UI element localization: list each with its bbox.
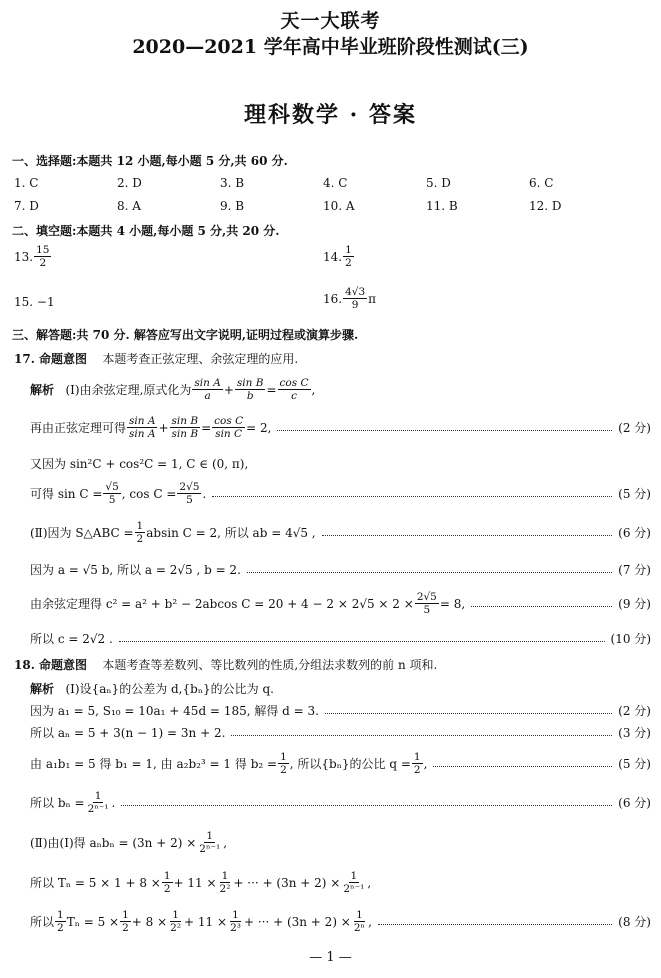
fraction: $\frac{1}{2}$ [345, 244, 352, 270]
fraction: $\frac{\text{sin B}}{b}$ [236, 377, 264, 403]
exam-title: 2020—2021 学年高中毕业班阶段性测试(三) [132, 36, 529, 58]
answer-9: 9. B [220, 199, 245, 213]
score-points: (10 分) [610, 632, 651, 646]
fraction: $\frac{1}{\text{2ⁿ⁻¹}}$ [199, 830, 221, 856]
fraction: $\frac{1}{\text{2³}}$ [230, 909, 241, 935]
fraction: $\frac{1}{\text{2²}}$ [219, 870, 231, 896]
section-solution-title: 三、解答题:共 70 分. 解答应写出文字说明,证明过程或演算步骤. [12, 328, 359, 342]
score-points: (5 分) [618, 487, 651, 502]
fraction: $\frac{2√5}{5}$ [416, 591, 437, 617]
q17-step-7: 由余弦定理得 c² = a² + b² − 2abcos C = 20 + 4 − 2 × 2√5 × 2 × $\frac{2√5}{5}$ = 8, (9 分) [30, 591, 651, 617]
fraction: $\frac{1}{\text{2ⁿ}}$ [353, 909, 366, 935]
score-points: (9 分) [618, 597, 651, 612]
answer-7: 7. D [14, 199, 39, 213]
leader-dots [325, 713, 612, 714]
q17-step-3: 又因为 sin²C + cos²C = 1, C ∈ (0, π), [30, 457, 249, 471]
answer-3: 3. B [220, 176, 245, 190]
section-fill-title: 二、填空题:本题共 4 小题,每小题 5 分,共 20 分. [12, 224, 280, 238]
answer-1: 1. C [14, 176, 39, 190]
q17-intent: 17. 命题意图 本题考查正弦定理、余弦定理的应用. [14, 352, 299, 366]
q18-step-8: 所以 $\frac{1}{2}$ Tₙ = 5 × $\frac{1}{2}$ + 8 × $\frac{1}{\text{2²}}$ + 11 × $\frac{1}{\text{2³}}$ + ··· + (3n + 2) × $\frac{1}{\text{2ⁿ}}$ , (8 分) [30, 909, 651, 935]
fraction: $\frac{1}{\text{2ⁿ⁻¹}}$ [87, 790, 109, 816]
answer-12: 12. D [529, 199, 562, 213]
score-points: (6 分) [618, 796, 651, 811]
q17-step-4: 可得 sin C = $\frac{√5}{5}$ , cos C = $\frac{2√5}{5}$ . (5 分) [30, 481, 651, 507]
answer-11: 11. B [426, 199, 458, 213]
fraction: $\frac{1}{2}$ [57, 909, 64, 935]
answer-2: 2. D [117, 176, 142, 190]
fraction: $\frac{1}{\text{2ⁿ⁻¹}}$ [343, 870, 365, 896]
fraction: $\frac{15}{2}$ [36, 244, 50, 270]
answer-15: 15. −1 [14, 295, 55, 309]
leader-dots [277, 430, 612, 431]
section-choice-title: 一、选择题:本题共 12 小题,每小题 5 分,共 60 分. [12, 154, 288, 168]
leader-dots [247, 572, 612, 573]
leader-dots [433, 766, 612, 767]
fraction: $\frac{\text{cos C}}{c}$ [279, 377, 309, 403]
fraction: $\frac{1}{2}$ [280, 751, 287, 777]
page-number: — 1 — [309, 950, 352, 965]
fraction: $\frac{√5}{5}$ [105, 481, 119, 507]
leader-dots [322, 535, 613, 536]
q18-intent: 18. 命题意图 本题考查等差数列、等比数列的性质,分组法求数列的前 n 项和. [14, 658, 438, 672]
q18-step-1: 解析 (Ⅰ)设{aₙ}的公差为 d,{bₙ}的公比为 q. [30, 682, 274, 696]
fraction: $\frac{\text{cos C}}{\text{sin C}}$ [214, 415, 244, 441]
score-points: (3 分) [618, 726, 651, 740]
fraction: $\frac{4√3}{9}$ [345, 286, 366, 312]
answer-4: 4. C [323, 176, 348, 190]
score-points: (2 分) [618, 421, 651, 436]
score-points: (6 分) [618, 526, 651, 541]
score-points: (5 分) [618, 757, 651, 772]
org-title: 天一大联考 [280, 10, 381, 32]
leader-dots [212, 496, 612, 497]
fraction: $\frac{1}{\text{2²}}$ [170, 909, 182, 935]
q18-step-3: 所以 aₙ = 5 + 3(n − 1) = 3n + 2. (3 分) [30, 726, 651, 740]
answer-16: 16. $\frac{4√3}{9}$ π [323, 286, 377, 312]
score-points: (7 分) [618, 563, 651, 577]
q17-step-2: 再由正弦定理可得 $\frac{\text{sin A}}{\text{sin A}}$ + $\frac{\text{sin B}}{\text{sin B}}$ = $\frac{\text{cos C}}{\text{sin C}}$ = 2, (2 分) [30, 415, 651, 441]
q17-step-6: 因为 a = √5 b, 所以 a = 2√5 , b = 2. (7 分) [30, 563, 651, 577]
q18-step-4: 由 a₁b₁ = 5 得 b₁ = 1, 由 a₂b₂³ = 1 得 b₂ = $\frac{1}{2}$ , 所以{bₙ}的公比 q = $\frac{1}{2}$ , (5 分) [30, 751, 651, 777]
leader-dots [121, 805, 612, 806]
fraction: $\frac{1}{2}$ [122, 909, 129, 935]
subject-title: 理科数学 · 答案 [244, 102, 417, 128]
fraction: $\frac{\text{sin A}}{\text{sin A}}$ [129, 415, 156, 441]
score-points: (2 分) [618, 704, 651, 718]
answer-5: 5. D [426, 176, 451, 190]
q18-step-7: 所以 Tₙ = 5 × 1 + 8 × $\frac{1}{2}$ + 11 × $\frac{1}{\text{2²}}$ + ··· + (3n + 2) × $\frac{1}{\text{2ⁿ⁻¹}}$ , [30, 870, 372, 896]
q17-step-1: 解析 (Ⅰ)由余弦定理,原式化为 $\frac{\text{sin A}}{a}$ + $\frac{\text{sin B}}{b}$ = $\frac{\text{cos C}}{c}$ , [30, 377, 316, 403]
answer-10: 10. A [323, 199, 355, 213]
score-points: (8 分) [618, 915, 651, 930]
leader-dots [119, 641, 605, 642]
leader-dots [471, 606, 612, 607]
q17-step-5: (Ⅱ)因为 S△ABC = $\frac{1}{2}$ absin C = 2, 所以 ab = 4√5 , (6 分) [30, 520, 651, 546]
answer-6: 6. C [529, 176, 554, 190]
fraction: $\frac{1}{2}$ [163, 870, 171, 896]
q18-step-5: 所以 bₙ = $\frac{1}{\text{2ⁿ⁻¹}}$ . (6 分) [30, 790, 651, 816]
q18-step-6: (Ⅱ)由(Ⅰ)得 aₙbₙ = (3n + 2) × $\frac{1}{\text{2ⁿ⁻¹}}$ , [30, 830, 228, 856]
answer-13: 13. $\frac{15}{2}$ [14, 244, 50, 270]
fraction: $\frac{1}{2}$ [136, 520, 144, 546]
fraction: $\frac{\text{sin A}}{a}$ [194, 377, 221, 403]
leader-dots [231, 735, 612, 736]
q17-step-8: 所以 c = 2√2 . (10 分) [30, 632, 651, 646]
q18-step-2: 因为 a₁ = 5, S₁₀ = 10a₁ + 45d = 185, 解得 d = 3. (2 分) [30, 704, 651, 718]
fraction: $\frac{1}{2}$ [413, 751, 421, 777]
fraction: $\frac{2√5}{5}$ [179, 481, 200, 507]
leader-dots [378, 924, 612, 925]
answer-14: 14. $\frac{1}{2}$ [323, 244, 352, 270]
fraction: $\frac{\text{sin B}}{\text{sin B}}$ [171, 415, 199, 441]
answer-8: 8. A [117, 199, 141, 213]
